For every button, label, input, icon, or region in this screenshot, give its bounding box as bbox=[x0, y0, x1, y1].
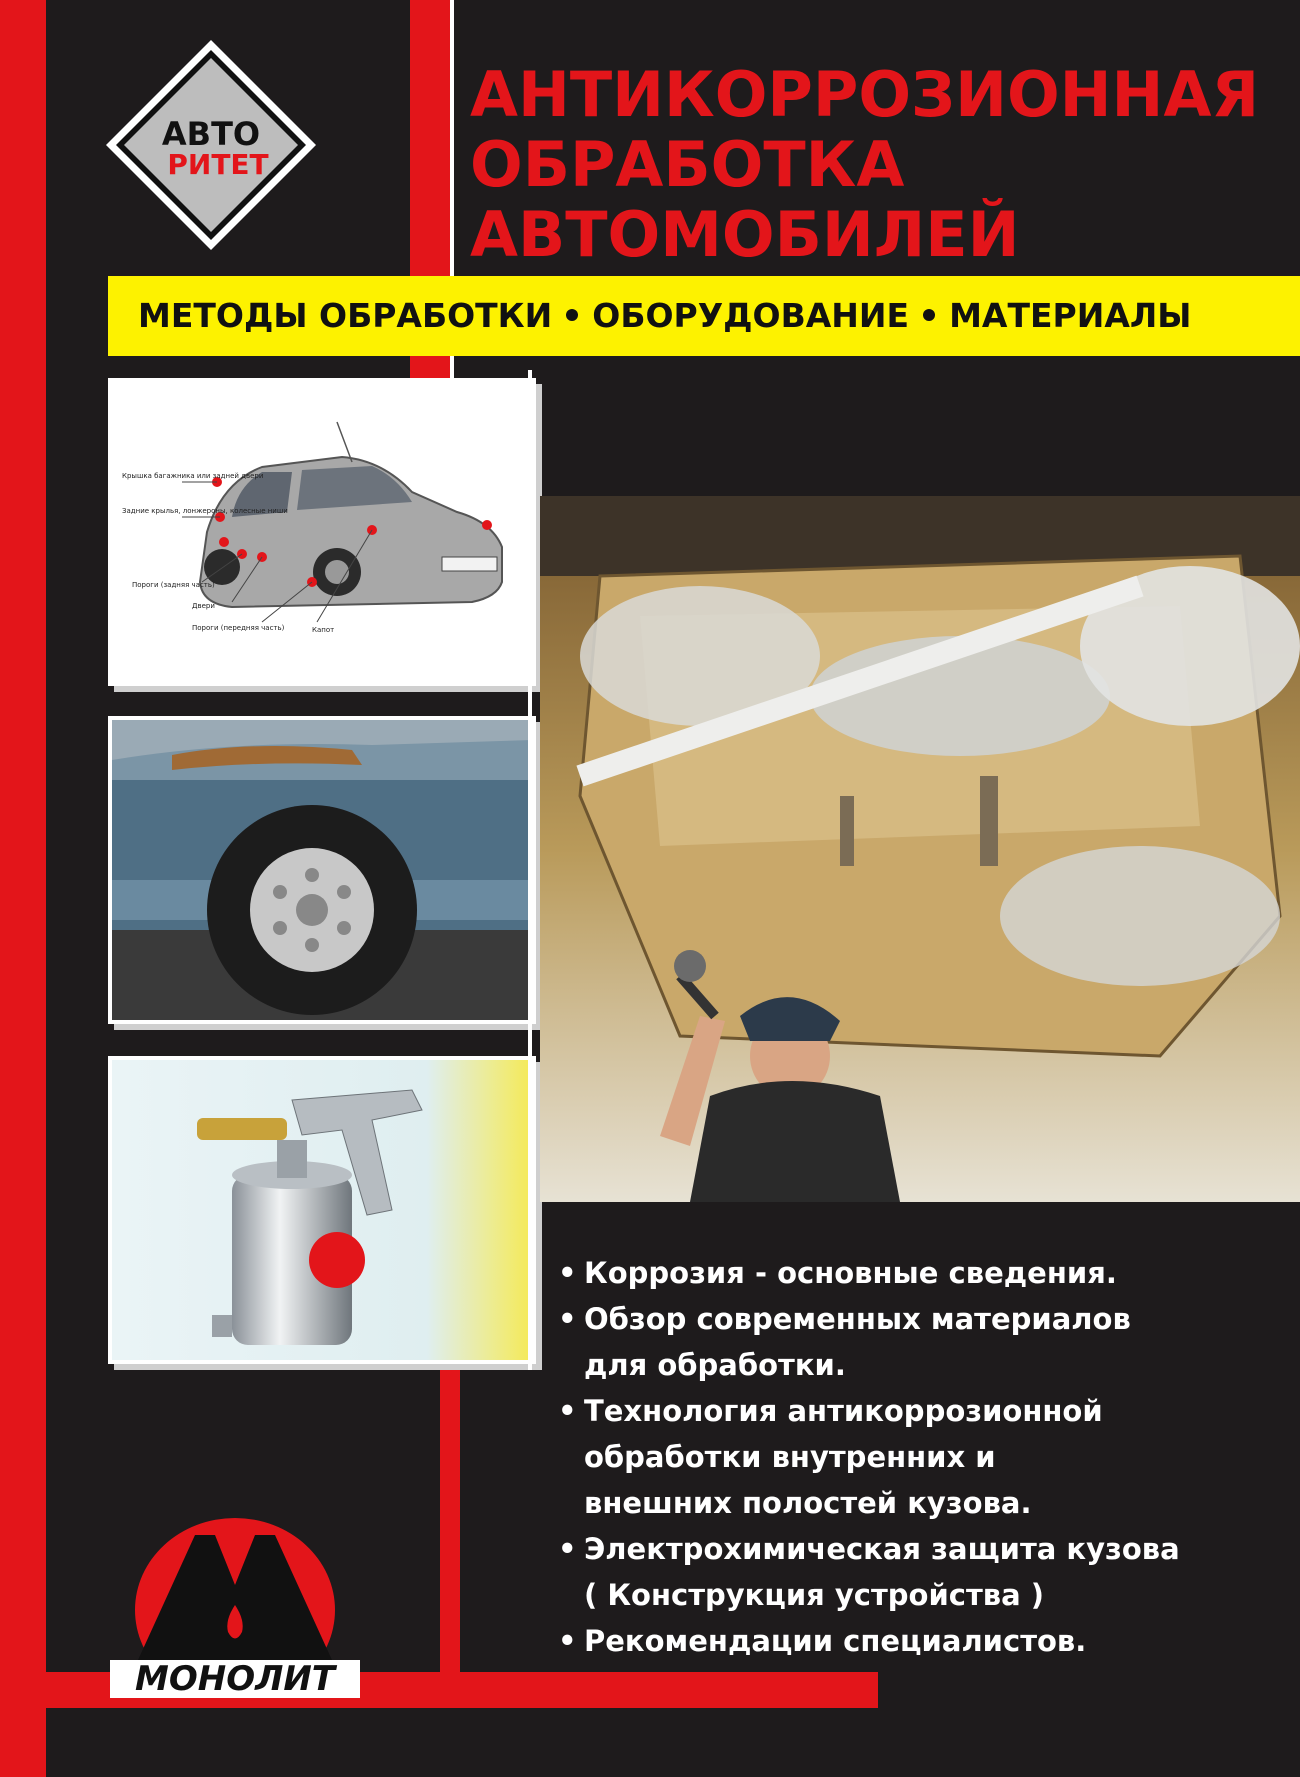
title-line-2: ОБРАБОТКА bbox=[470, 128, 905, 201]
contents-list bbox=[558, 1250, 1258, 1664]
subtitle-item-equipment: ОБОРУДОВАНИЕ bbox=[592, 296, 910, 335]
avtoritet-line2: РИТЕТ bbox=[167, 148, 269, 181]
bullet-dot-icon bbox=[566, 309, 578, 321]
contents-item: • Технология антикоррозионной обработки внутренних и внешних полостей кузова. bbox=[558, 1388, 1258, 1526]
title-line-3: АВТОМОБИЛЕЙ bbox=[470, 198, 1020, 271]
left-red-stripe bbox=[0, 0, 46, 1777]
subtitle-band bbox=[108, 276, 1300, 356]
bullet-dot-icon bbox=[923, 309, 935, 321]
avtoritet-line1: АВТО bbox=[161, 115, 261, 153]
diagram-label-rear-sills: Пороги (задняя часть) bbox=[132, 581, 215, 589]
book-title bbox=[470, 60, 1290, 270]
diagram-label-doors: Двери bbox=[192, 602, 215, 610]
monolit-name: МОНОЛИТ bbox=[135, 1659, 335, 1699]
diagram-label-rear-wings: Задние крылья, лонжероны, колесные ниши bbox=[122, 507, 288, 515]
subtitle-item-methods: МЕТОДЫ ОБРАБОТКИ bbox=[138, 296, 553, 335]
title-line-1: АНТИКОРРОЗИОННАЯ bbox=[470, 58, 1260, 131]
diagram-label-hood: Капот bbox=[312, 626, 335, 634]
contents-item: • Электрохимическая защита кузова ( Конструкция устройства ) bbox=[558, 1526, 1258, 1618]
avtoritet-logo bbox=[106, 40, 316, 250]
spray-gun-image bbox=[108, 1056, 536, 1364]
contents-item: • Обзор современных материалов для обработки. bbox=[558, 1296, 1258, 1388]
photo-column-divider bbox=[528, 370, 532, 1370]
monolit-logo bbox=[110, 1510, 360, 1710]
diagram-label-trunk: Крышка багажника или задней двери bbox=[122, 472, 264, 480]
rusted-arch-image bbox=[108, 716, 536, 1024]
subtitle-item-materials: МАТЕРИАЛЫ bbox=[949, 296, 1192, 335]
contents-item: • Коррозия - основные сведения. bbox=[558, 1250, 1258, 1296]
diagram-label-front-sills: Пороги (передняя часть) bbox=[192, 624, 285, 632]
underbody-image bbox=[540, 496, 1300, 1202]
contents-item: • Рекомендации специалистов. bbox=[558, 1618, 1258, 1664]
subtitle-text bbox=[138, 276, 1191, 356]
car-diagram-image bbox=[108, 378, 536, 686]
